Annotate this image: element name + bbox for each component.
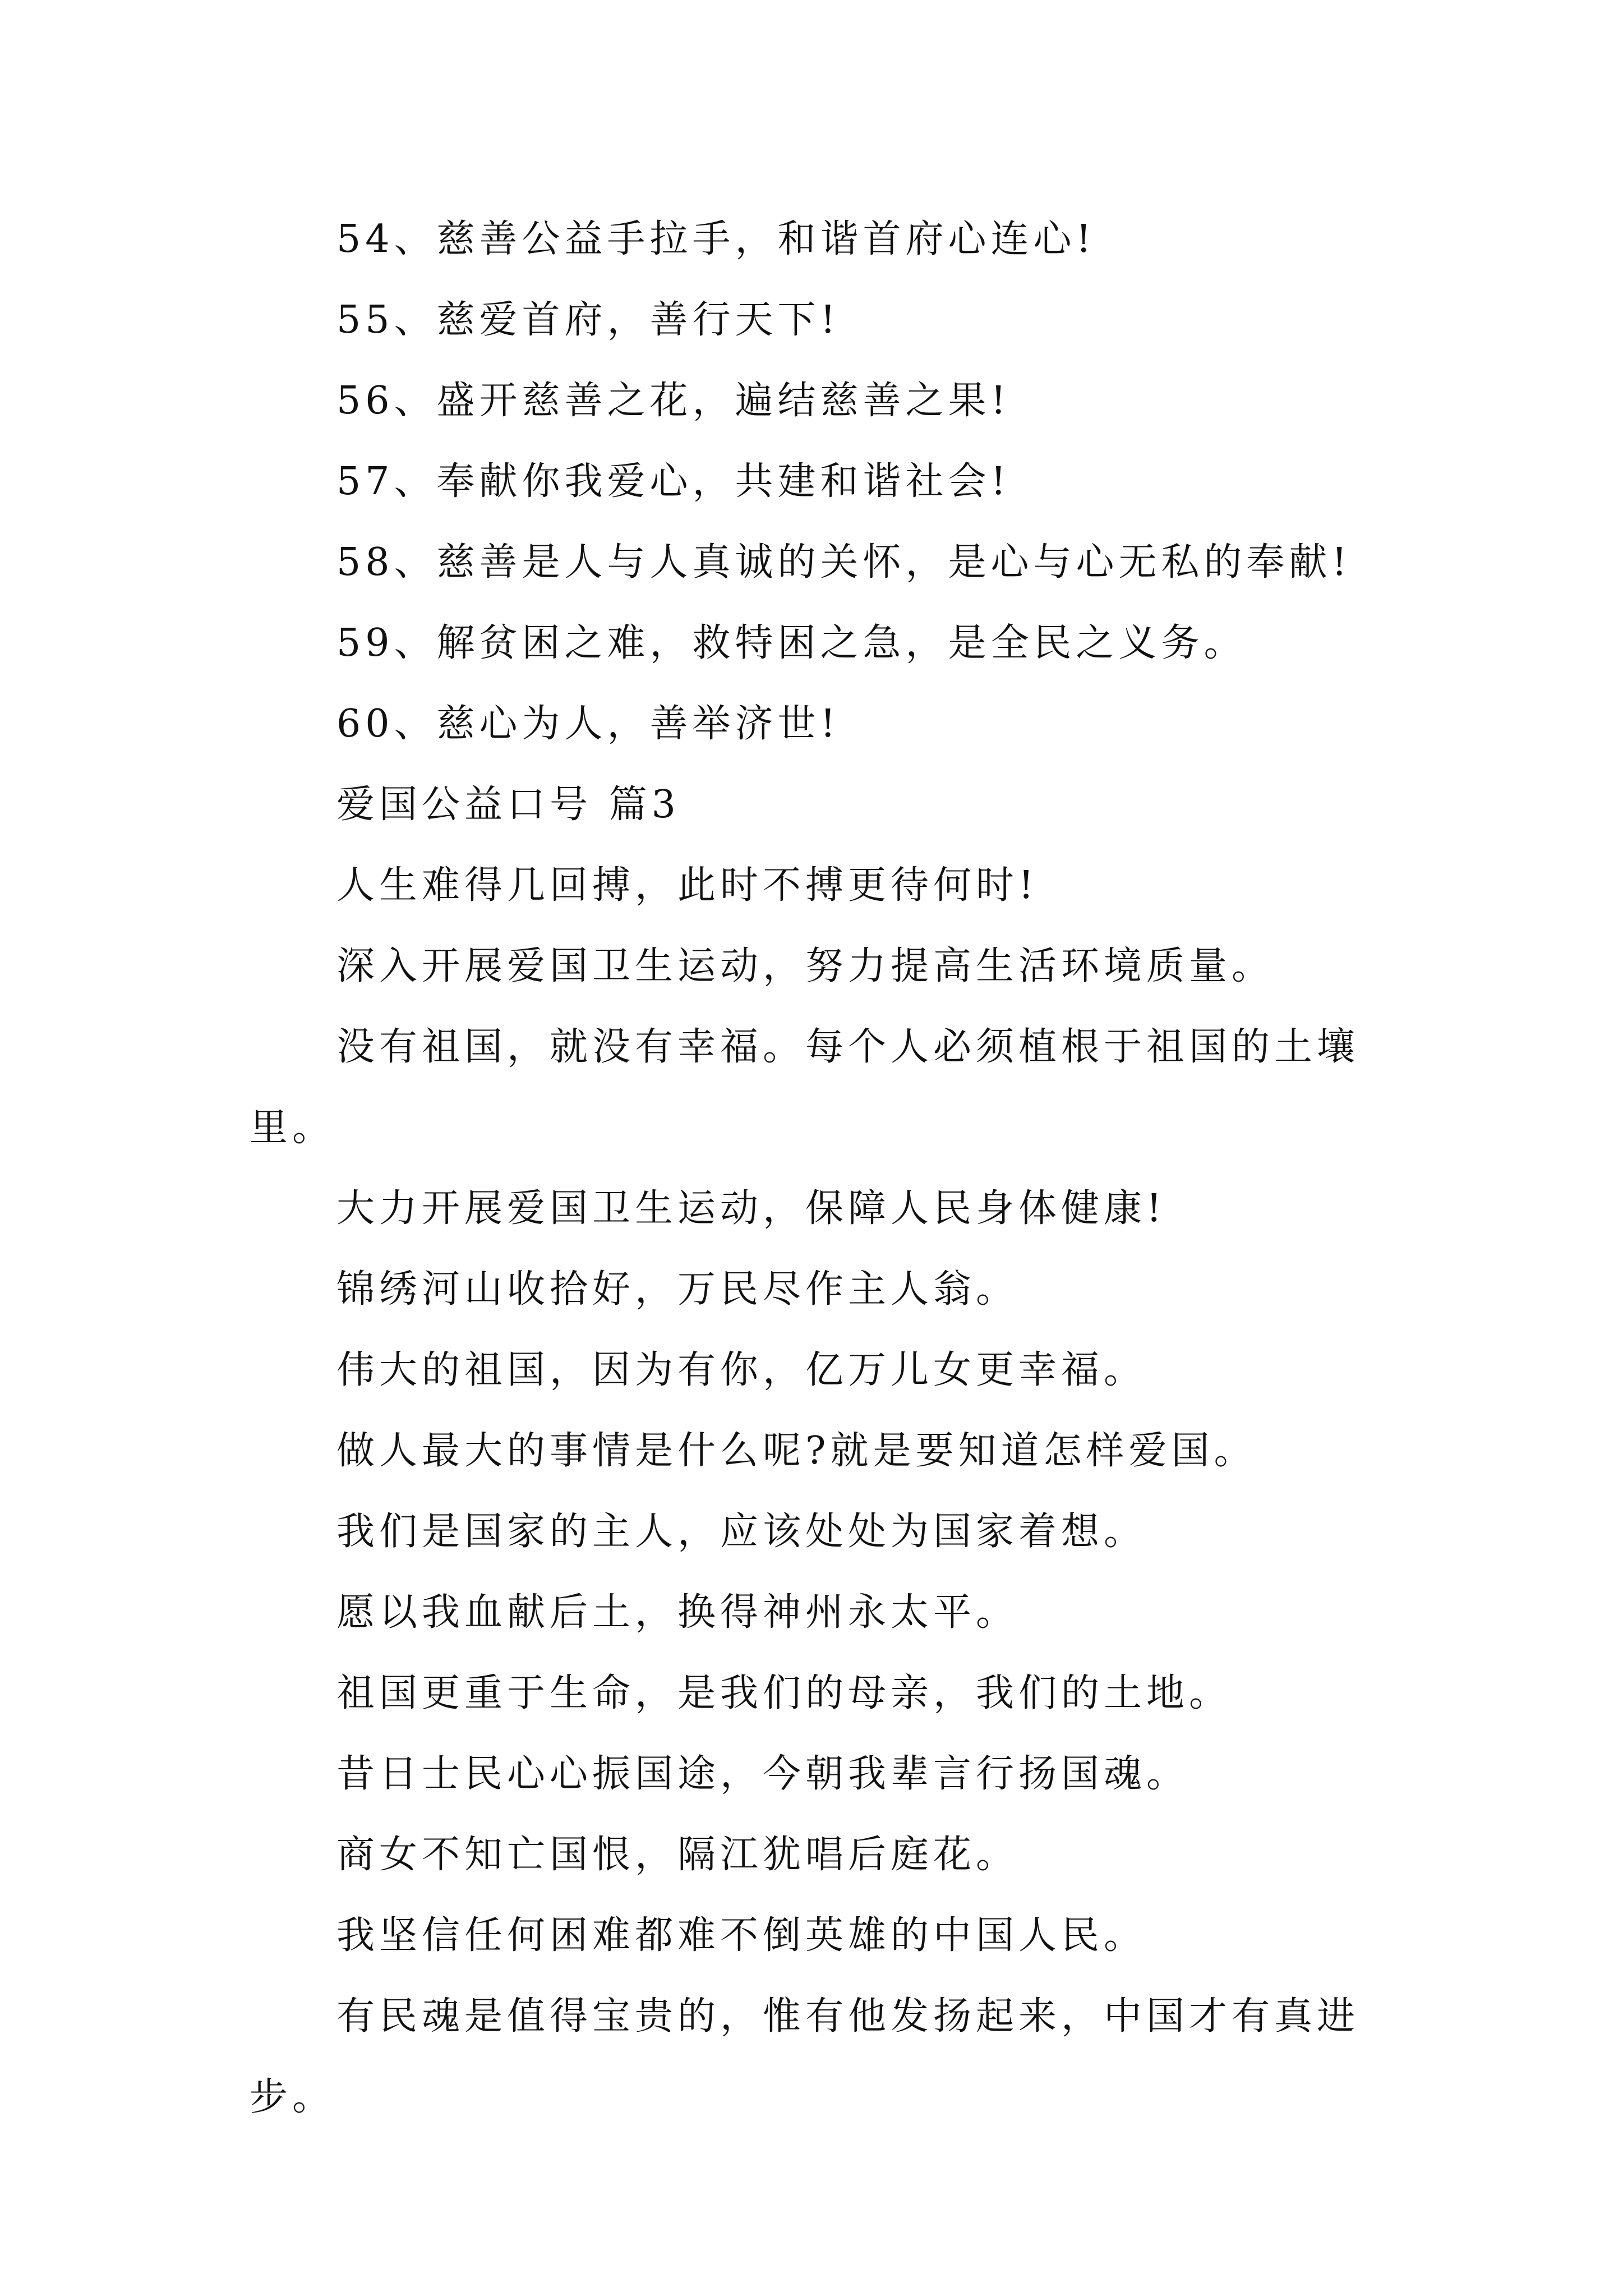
slogan-paragraph: 我坚信任何困难都难不倒英雄的中国人民。 xyxy=(336,1913,1147,1958)
slogan-paragraph: 祖国更重于生命，是我们的母亲，我们的土地。 xyxy=(336,1671,1232,1715)
section-title: 爱国公益口号 篇3 xyxy=(336,783,680,827)
list-item: 55、慈爱首府，善行天下! xyxy=(336,298,840,342)
slogan-paragraph: 伟大的祖国，因为有你，亿万儿女更幸福。 xyxy=(336,1348,1147,1392)
document-body xyxy=(250,199,1394,2138)
list-item: 59、解贫困之难，救特困之急，是全民之义务。 xyxy=(336,621,1247,665)
list-item: 54、慈善公益手拉手，和谐首府心连心! xyxy=(336,217,1096,261)
slogan-paragraph: 没有祖国，就没有幸福。每个人必须植根于祖国的土壤里。 xyxy=(250,1025,1360,1150)
slogan-paragraph: 商女不知亡国恨，隔江犹唱后庭花。 xyxy=(336,1833,1019,1877)
slogan-paragraph: 愿以我血献后土，换得神州永太平。 xyxy=(336,1590,1019,1635)
slogan-paragraph: 有民魂是值得宝贵的，惟有他发扬起来，中国才有真进步。 xyxy=(250,1994,1360,2119)
slogan-paragraph: 做人最大的事情是什么呢?就是要知道怎样爱国。 xyxy=(336,1429,1257,1473)
list-item: 56、盛开慈善之花，遍结慈善之果! xyxy=(336,379,1011,423)
list-item: 60、慈心为人，善举济世! xyxy=(336,702,840,746)
slogan-paragraph: 人生难得几回搏，此时不搏更待何时! xyxy=(336,863,1039,908)
slogan-paragraph: 锦绣河山收拾好，万民尽作主人翁。 xyxy=(336,1267,1019,1312)
list-item: 58、慈善是人与人真诚的关怀，是心与心无私的奉献! xyxy=(336,540,1352,585)
slogan-paragraph: 深入开展爱国卫生运动，努力提高生活环境质量。 xyxy=(336,944,1275,988)
list-item: 57、奉献你我爱心，共建和谐社会! xyxy=(336,459,1011,504)
slogan-paragraph: 昔日士民心心振国途，今朝我辈言行扬国魂。 xyxy=(336,1752,1189,1796)
slogan-paragraph: 我们是国家的主人，应该处处为国家着想。 xyxy=(336,1510,1147,1554)
slogan-paragraph: 大力开展爱国卫生运动，保障人民身体健康! xyxy=(336,1186,1166,1231)
